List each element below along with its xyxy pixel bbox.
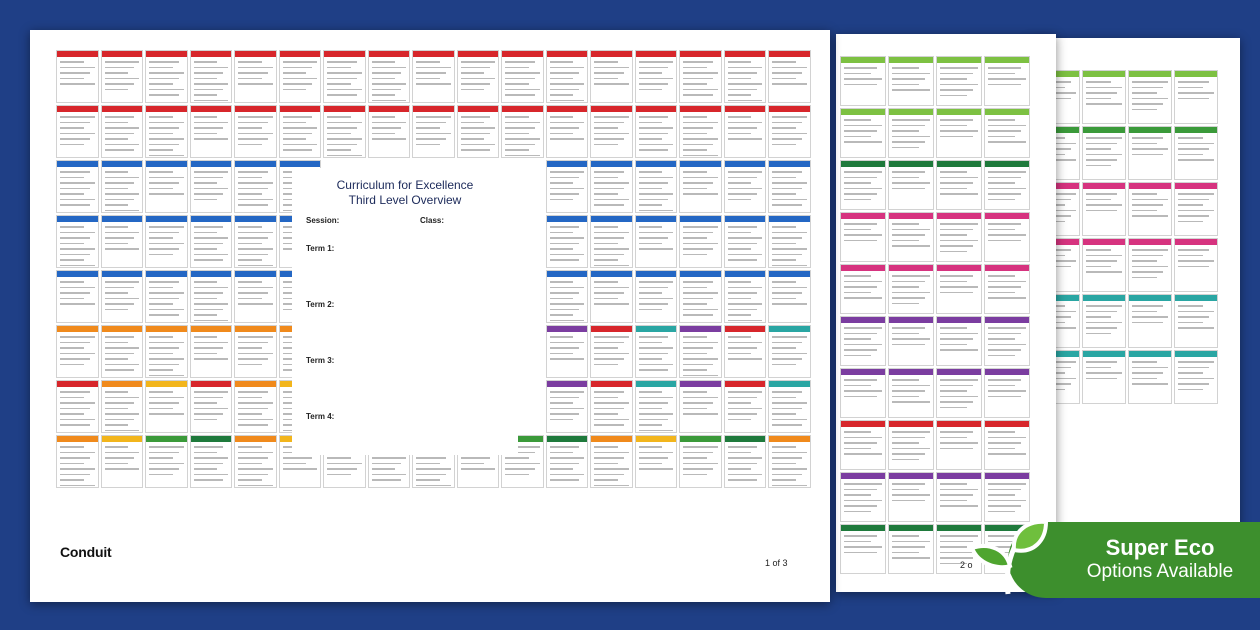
outcome-cell	[279, 50, 322, 103]
outcome-cell	[590, 325, 633, 378]
leaves-icon	[968, 516, 1048, 598]
outcome-cell	[101, 215, 144, 268]
outcome-cell	[101, 50, 144, 103]
outcome-cell	[56, 215, 99, 268]
outcome-cell	[984, 420, 1030, 470]
outcome-cell	[101, 380, 144, 433]
outcome-cell	[724, 435, 767, 488]
outcome-cell	[635, 435, 678, 488]
outcome-cell	[635, 270, 678, 323]
outcome-cell	[679, 325, 722, 378]
outcome-cell	[1174, 350, 1218, 404]
outcome-cell	[145, 380, 188, 433]
outcome-cell	[768, 435, 811, 488]
outcome-cell	[234, 215, 277, 268]
outcome-cell	[190, 270, 233, 323]
term-2-label: Term 2:	[306, 300, 335, 309]
outcome-cell	[145, 160, 188, 213]
outcome-cell	[724, 270, 767, 323]
outcome-cell	[1128, 182, 1172, 236]
outcome-cell	[768, 105, 811, 158]
outcome-grid-page-3	[1036, 70, 1218, 404]
outcome-cell	[984, 56, 1030, 106]
outcome-cell	[768, 215, 811, 268]
outcome-cell	[840, 524, 886, 574]
outcome-cell	[840, 316, 886, 366]
outcome-cell	[888, 524, 934, 574]
eco-badge-text	[1064, 536, 1256, 584]
document-subtitle: Third Level Overview	[348, 193, 462, 207]
outcome-cell	[768, 380, 811, 433]
outcome-cell	[101, 160, 144, 213]
document-title: Curriculum for Excellence	[336, 178, 474, 192]
outcome-cell	[457, 105, 500, 158]
outcome-cell	[984, 472, 1030, 522]
outcome-cell	[546, 160, 589, 213]
outcome-cell	[546, 325, 589, 378]
outcome-cell	[56, 50, 99, 103]
outcome-cell	[840, 212, 886, 262]
document-page-3	[1028, 38, 1240, 586]
outcome-cell	[190, 380, 233, 433]
outcome-cell	[546, 50, 589, 103]
outcome-cell	[679, 270, 722, 323]
outcome-cell	[936, 368, 982, 418]
session-label: Session:	[306, 216, 340, 225]
class-label: Class:	[420, 216, 445, 225]
outcome-cell	[1128, 126, 1172, 180]
term-1-label: Term 1:	[306, 244, 335, 253]
outcome-cell	[840, 108, 886, 158]
outcome-cell	[724, 325, 767, 378]
outcome-cell	[1128, 350, 1172, 404]
outcome-cell	[635, 215, 678, 268]
outcome-cell	[190, 160, 233, 213]
outcome-cell	[501, 105, 544, 158]
outcome-cell	[679, 435, 722, 488]
outcome-cell	[101, 325, 144, 378]
outcome-cell	[145, 325, 188, 378]
outcome-cell	[635, 105, 678, 158]
outcome-cell	[323, 50, 366, 103]
outcome-cell	[724, 380, 767, 433]
outcome-cell	[234, 160, 277, 213]
overview-panel	[292, 168, 518, 455]
outcome-cell	[840, 56, 886, 106]
outcome-cell	[368, 105, 411, 158]
outcome-cell	[145, 105, 188, 158]
outcome-cell	[145, 215, 188, 268]
outcome-cell	[768, 50, 811, 103]
outcome-cell	[936, 472, 982, 522]
outcome-cell	[145, 435, 188, 488]
outcome-cell	[1082, 350, 1126, 404]
outcome-cell	[457, 50, 500, 103]
eco-badge-line1: Super Eco	[1105, 535, 1215, 560]
outcome-cell	[56, 270, 99, 323]
outcome-cell	[888, 160, 934, 210]
outcome-cell	[984, 108, 1030, 158]
outcome-cell	[546, 270, 589, 323]
outcome-cell	[234, 435, 277, 488]
outcome-cell	[56, 160, 99, 213]
outcome-cell	[1082, 70, 1126, 124]
outcome-cell	[635, 325, 678, 378]
outcome-cell	[840, 420, 886, 470]
outcome-cell	[888, 108, 934, 158]
outcome-cell	[234, 325, 277, 378]
outcome-cell	[936, 212, 982, 262]
outcome-cell	[1174, 126, 1218, 180]
outcome-cell	[888, 316, 934, 366]
outcome-cell	[234, 105, 277, 158]
outcome-cell	[590, 380, 633, 433]
outcome-cell	[679, 105, 722, 158]
outcome-cell	[590, 105, 633, 158]
outcome-cell	[768, 160, 811, 213]
outcome-cell	[190, 435, 233, 488]
outcome-cell	[888, 420, 934, 470]
outcome-cell	[56, 325, 99, 378]
outcome-cell	[145, 270, 188, 323]
outcome-cell	[1082, 294, 1126, 348]
outcome-cell	[840, 368, 886, 418]
outcome-cell	[546, 380, 589, 433]
outcome-cell	[724, 105, 767, 158]
outcome-cell	[546, 435, 589, 488]
outcome-cell	[1128, 70, 1172, 124]
eco-badge-line2: Options Available	[1086, 561, 1234, 582]
outcome-cell	[888, 212, 934, 262]
outcome-cell	[888, 56, 934, 106]
outcome-cell	[724, 50, 767, 103]
outcome-cell	[635, 50, 678, 103]
outcome-cell	[590, 160, 633, 213]
outcome-cell	[412, 105, 455, 158]
outcome-cell	[936, 264, 982, 314]
outcome-cell	[590, 270, 633, 323]
term-4-label: Term 4:	[306, 412, 335, 421]
outcome-cell	[234, 270, 277, 323]
document-page-1	[30, 30, 830, 602]
outcome-cell	[840, 160, 886, 210]
outcome-cell	[724, 215, 767, 268]
outcome-cell	[679, 215, 722, 268]
outcome-cell	[888, 472, 934, 522]
outcome-cell	[145, 50, 188, 103]
outcome-cell	[101, 435, 144, 488]
outcome-cell	[56, 435, 99, 488]
outcome-cell	[190, 105, 233, 158]
outcome-cell	[590, 215, 633, 268]
outcome-cell	[101, 270, 144, 323]
outcome-cell	[546, 215, 589, 268]
outcome-cell	[1128, 294, 1172, 348]
document-page-2	[836, 34, 1056, 592]
outcome-grid-page-2	[840, 56, 1030, 574]
page-number: 1 of 3	[765, 558, 788, 568]
outcome-cell	[1082, 238, 1126, 292]
outcome-cell	[936, 56, 982, 106]
outcome-cell	[768, 325, 811, 378]
outcome-cell	[190, 215, 233, 268]
outcome-cell	[501, 50, 544, 103]
brand-logo: Conduit	[60, 544, 112, 560]
outcome-cell	[768, 270, 811, 323]
outcome-cell	[888, 264, 934, 314]
outcome-cell	[635, 160, 678, 213]
outcome-cell	[590, 435, 633, 488]
outcome-cell	[984, 264, 1030, 314]
outcome-cell	[368, 50, 411, 103]
outcome-cell	[56, 380, 99, 433]
page-number-2: 2 o	[960, 560, 973, 570]
outcome-cell	[234, 380, 277, 433]
outcome-cell	[1128, 238, 1172, 292]
outcome-cell	[1082, 126, 1126, 180]
outcome-cell	[724, 160, 767, 213]
outcome-cell	[888, 368, 934, 418]
outcome-cell	[936, 108, 982, 158]
outcome-cell	[840, 264, 886, 314]
outcome-cell	[1174, 238, 1218, 292]
outcome-cell	[412, 50, 455, 103]
term-3-label: Term 3:	[306, 356, 335, 365]
outcome-cell	[679, 50, 722, 103]
outcome-cell	[936, 160, 982, 210]
outcome-cell	[323, 105, 366, 158]
outcome-cell	[190, 50, 233, 103]
outcome-cell	[546, 105, 589, 158]
outcome-cell	[984, 212, 1030, 262]
outcome-cell	[234, 50, 277, 103]
outcome-cell	[679, 160, 722, 213]
outcome-cell	[984, 160, 1030, 210]
outcome-cell	[936, 420, 982, 470]
outcome-cell	[1082, 182, 1126, 236]
outcome-cell	[635, 380, 678, 433]
outcome-cell	[936, 316, 982, 366]
outcome-cell	[1174, 294, 1218, 348]
outcome-cell	[1174, 70, 1218, 124]
outcome-cell	[840, 472, 886, 522]
outcome-cell	[984, 368, 1030, 418]
outcome-cell	[101, 105, 144, 158]
outcome-cell	[56, 105, 99, 158]
outcome-cell	[590, 50, 633, 103]
outcome-cell	[1174, 182, 1218, 236]
outcome-cell	[984, 316, 1030, 366]
outcome-cell	[279, 105, 322, 158]
outcome-cell	[679, 380, 722, 433]
outcome-cell	[190, 325, 233, 378]
